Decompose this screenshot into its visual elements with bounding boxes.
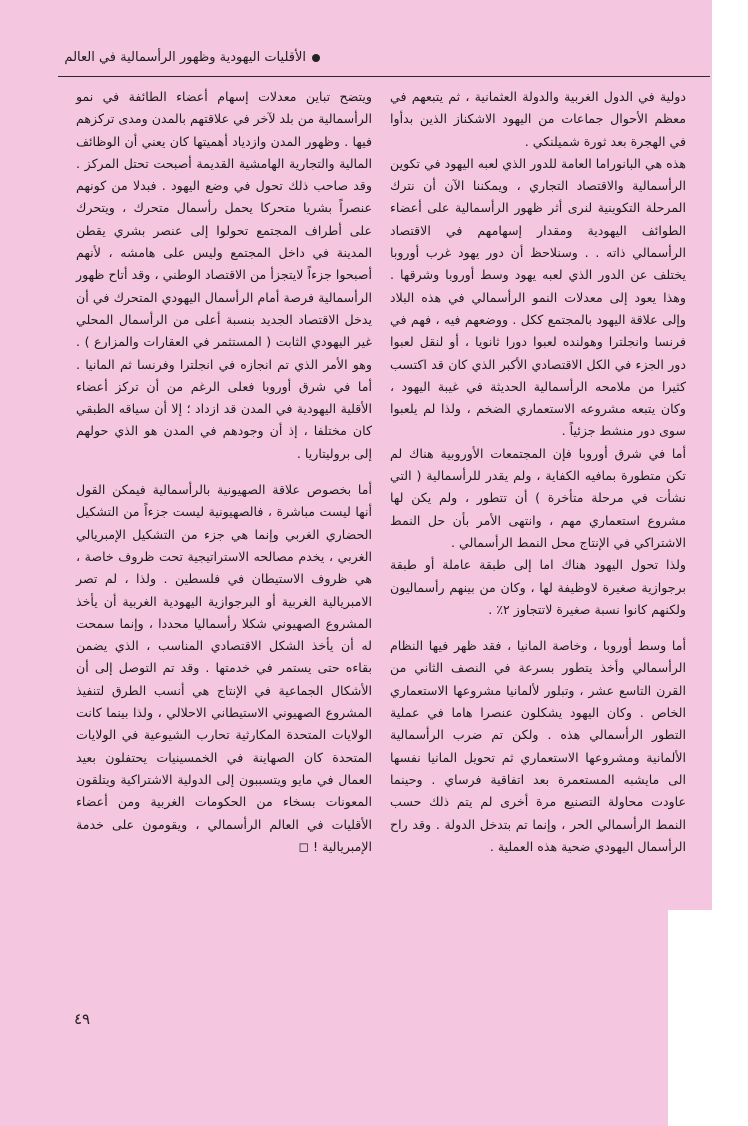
running-title: الأقليات اليهودية وظهور الرأسمالية في العالم xyxy=(64,50,306,65)
paragraph: أما وسط أوروبا ، وخاصة المانيا ، فقد ظهر فيها النظام الرأسمالي وأخذ يتطور بسرعة في النصف الثاني من القرن التاسع عشر ، وتبلور لألمانيا مشروعها الاستعماري الخاص . وكان اليهود يشكلون عنصرا هاما في عملية التطور الرأسمالي هذه . ولكن تم ضرب الرأسمالية الألمانية ومشروعها الاستعماري ثم تحويل المانيا نفسها الى مايشبه المستعمرة بعد اتفاقية فرساي . وحينما عاودت محاولة التصنيع مرة أخرى لم يتم ذلك حسب النمط الرأسمالي الحر ، وإنما تم بتدخل الدولة . وقد راح الرأسمال اليهودي ضحية هذه العملية . xyxy=(390,638,686,854)
bullet-icon xyxy=(312,54,320,62)
paragraph-gap xyxy=(76,465,372,479)
header-rule xyxy=(58,76,710,77)
paragraph: هذه هي البانوراما العامة للدور الذي لعبه اليهود في تكوين الرأسمالية والاقتصاد التجاري ، ويمكننا الآن أن نترك المرحلة التكوينية لنرى أثر ظهور الرأسمالية على أعضاء الطوائف اليهودية ومقدار إسهامهم في الاقتصاد الرأسمالي ذاته . . وسنلاحظ أن دور يهود غرب أوروبا يختلف عن الدور الذي لعبه يهود وسط أوروبا وشرقها . وهذا يعود إلى معدلات النمو الرأسمالي في هذه البلاد وإلى علاقة اليهود بالمجتمع ككل . ووضعهم فيه ، فهم في فرنسا وانجلترا وهولنده لعبوا دورا ثانويا ، أو لنقل لعبوا دور الجزء في الكل الاقتصادي الأكبر الذي كان قد اكتسب كثيرا من ملامحه الرأسمالية الحديثة في غيبة اليهود ، وكان يتبعه مشروعه الاستعماري الضخم ، ولذا لم يلعبوا سوى دور منشط جزئياً . xyxy=(390,155,686,439)
paragraph: دولية في الدول الغربية والدولة العثمانية ، ثم يتبعهم في معظم الأحوال جماعات من اليهود الاشكناز الذين بدأوا في الهجرة بعد ثورة شميلنكي . xyxy=(390,89,686,149)
text-column-right xyxy=(390,86,686,858)
page-edge-margin xyxy=(712,0,748,1126)
paragraph: ولذا تحول اليهود هناك اما إلى طبقة عاملة أو طبقة برجوازية صغيرة لاوظيفة لها ، وكان من بينهم رأسماليون ولكنهم كانوا نسبة صغيرة لاتتجاوز ٢٪ . xyxy=(390,557,686,617)
running-header xyxy=(64,50,320,72)
text-column-left xyxy=(76,86,372,858)
paragraph-gap xyxy=(390,621,686,635)
paragraph: ويتضح تباين معدلات إسهام أعضاء الطائفة في نمو الرأسمالية من بلد لآخر في علاقتهم بالمدن ومدى تركزهم فيها . وظهور المدن وازدياد أهميتها كان يعني أن الوظائف المالية والتجارية الهامشية القديمة أصبحت تحتل المركز . وقد صاحب ذلك تحول في وضع اليهود . فبدلا من كونهم عنصراً بشريا متحركا يحمل رأسمال متحرك ، ويتحرك على أطراف المجتمع تحولوا إلى عنصر بشري يقطن المدينة في داخل المجتمع وليس على هامشه ، لأنهم أصبحوا جزءاً لايتجزأ من الاقتصاد الوطني ، وقد أتاح ظهور الرأسمالية فرصة أمام الرأسمال اليهودي المتحرك في أن يدخل الاقتصاد الجديد بنسبة أعلى من الرأسمال المحلي غير اليهودي الثابت ( المستثمر في العقارات والمزارع ) . وهو الأمر الذي تم انجازه في انجلترا وفرنسا ثم المانيا . أما في شرق أوروبا فعلى الرغم من أن تركز أعضاء الأقلية اليهودية في المدن قد ازداد ؛ إلا أن سياقه الطبقي كان مختلفا ، إذ أن وجودهم في المدن هو الذي حولهم إلى بروليتاريا . xyxy=(76,89,372,461)
page-number: ٤٩ xyxy=(74,1010,91,1028)
paragraph: أما في شرق أوروبا فإن المجتمعات الأوروبية هناك لم تكن متطورة بمافيه الكفاية ، ولم يقدر للرأسمالية ( التي نشأت في مرحلة متأخرة ) أن تتطور ، ولم يكن لها مشروع استعماري مهم ، وانتهى الأمر بأن حل النمط الاشتراكي في الإنتاج محل النمط الرأسمالي . xyxy=(390,445,686,550)
page-edge-notch xyxy=(668,910,712,1126)
paragraph: أما بخصوص علاقة الصهيونية بالرأسمالية فيمكن القول أنها ليست مباشرة ، فالصهيونية ليست جزءاً من التشكيل الحضاري الغربي وإنما هي جزء من التشكيل الإمبريالي الغربي ، يخدم مصالحه الاستراتيجية تحت ظروف خاصة ، هي ظروف الاستيطان في فلسطين . ولذا ، لم تصر الامبريالية الغربية أو البرجوازية اليهودية الغربية أن يأخذ المشروع الصهيوني شكلا رأسماليا محددا ، وإنما سمحت له أن يأخذ الشكل الاقتصادي المناسب ، الذي يضمن بقاءه حتى يستمر في خدمتها . وقد تم التوصل إلى أن الأشكال الجماعية في الإنتاج هي أنسب الطرق لتنفيذ المشروع الصهيوني الاستيطاني الاحلالي ، ولذا بينما كانت الولايات المتحدة المكارثية تحارب الشيوعية في الولايات المتحدة كان الصهاينة في الخمسينيات يحتفلون بعيد العمال في مايو ويتسببون إلى الدولية الاشتراكية ويتلقون المعونات بسخاء من الحكومات الغربية ومن أعضاء الأقليات في العالم الرأسمالي ، ويقومون على خدمة الإمبريالية ! ◻ xyxy=(76,482,372,854)
